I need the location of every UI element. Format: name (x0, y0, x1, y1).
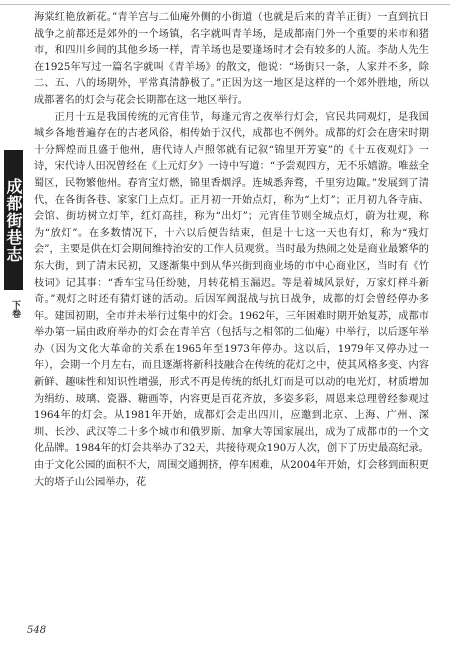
paragraph-2: 正月十五是我国传统的元宵佳节，每逢元宵之夜举行灯会，官民共同观灯，是我国城乡各地普遍存在的古老风俗，相传始于汉代，成都也不例外。成都的灯会在唐宋时期十分辉煌而且盛于他州，唐代诗人卢照邻就有记叙“锦里开芳宴”的《十五夜观灯》一诗，宋代诗人田况曾经在《上元灯夕》一诗中写道：“予尝观四方，无不乐嬉游。唯兹全蜀区，民物繁他州。春宵宝灯燃，锦里香烟浮。连城悉奔骛，千里穷边陬。”发展到了清代，在各街各巷、家家门上点灯。正月初一开始点灯，称为“上灯”；正月初九各寺庙、会馆、街坊树立灯竿，红灯高挂，称为“出灯”；元宵佳节则全城点灯，蔚为壮观，称为“放灯”。在多数情况下，十六以后便告结束，但是十七这一天也有灯，称为“残灯会”，主要是供在灯会期间维持治安的工作人员观赏。当时最为热闹之处是商业最繁华的东大街，到了清末民初，又逐渐集中到从华兴街到商业场的市中心商业区，当时有《竹枝词》记其事：“香车宝马任纷驰，月转花梢玉漏迟。等是着城风景好，万家灯样斗新奇。”观灯之时还有猜灯谜的活动。后因军阀混战与抗日战争，成都的灯会曾经停办多年。建国初期，全市并未举行过集中的灯会。1962年，三年困难时期开始复苏，成都市举办第一届由政府举办的灯会在青羊宫（包括与之相邻的二仙庵）中举行，以后逐年举办（因为文化大革命的关系在1965年至1973年停办。这以后，1979年又停办过一年），会期一个月左右，而且逐渐将新科技融合在传统的花灯之中，使其风格多变、内容新鲜、趣味性和知识性增强，形式不再是传统的纸扎灯而是可以动的电光灯，材质增加为绢纺、玻璃、瓷器、糖画等，内容更是百花齐放，多姿多彩，周恩来总理曾经参观过1964年的灯会。从1981年开始，成都灯会走出四川，应邀到北京、上海、广州、深圳、长沙、武汉等二十多个城市和俄罗斯、加拿大等国家展出，成为了成都市的一个文化品牌。1984年的灯会共举办了32天，共接待观众190万人次，创下了历史最高纪录。由于文化公园的面积不大，周围交通拥挤，停车困难，从2004年开始，灯会移到面积更大的塔子山公园举办，花 (34, 111, 429, 488)
top-rule (0, 4, 450, 5)
paragraph-1: 海棠红艳放新花。”青羊宫与二仙庵外侧的小街道（也就是后来的青羊正街）一直到抗日战争之前都还是郊外的一个场镇，名字就叫青羊场，是成都南门外一个重要的米市和猪市，和四川乡间的其他乡场一样，青羊场也是要逢场时才会有较多的人流。李劼人先生在1925年写过一篇名字就叫《青羊场》的散文，他说：“场街只一条，人家并不多，除二、五、八的场期外，平常真清静极了。”正因为这一地区是这样的一个郊外胜地，所以成都著名的灯会与花会长期都在这一地区举行。 (34, 12, 429, 106)
body-text (34, 10, 429, 491)
page-number: 548 (27, 625, 47, 636)
book-title-tab: 成都街巷志 (4, 150, 23, 290)
volume-label: 下卷 (10, 300, 20, 318)
